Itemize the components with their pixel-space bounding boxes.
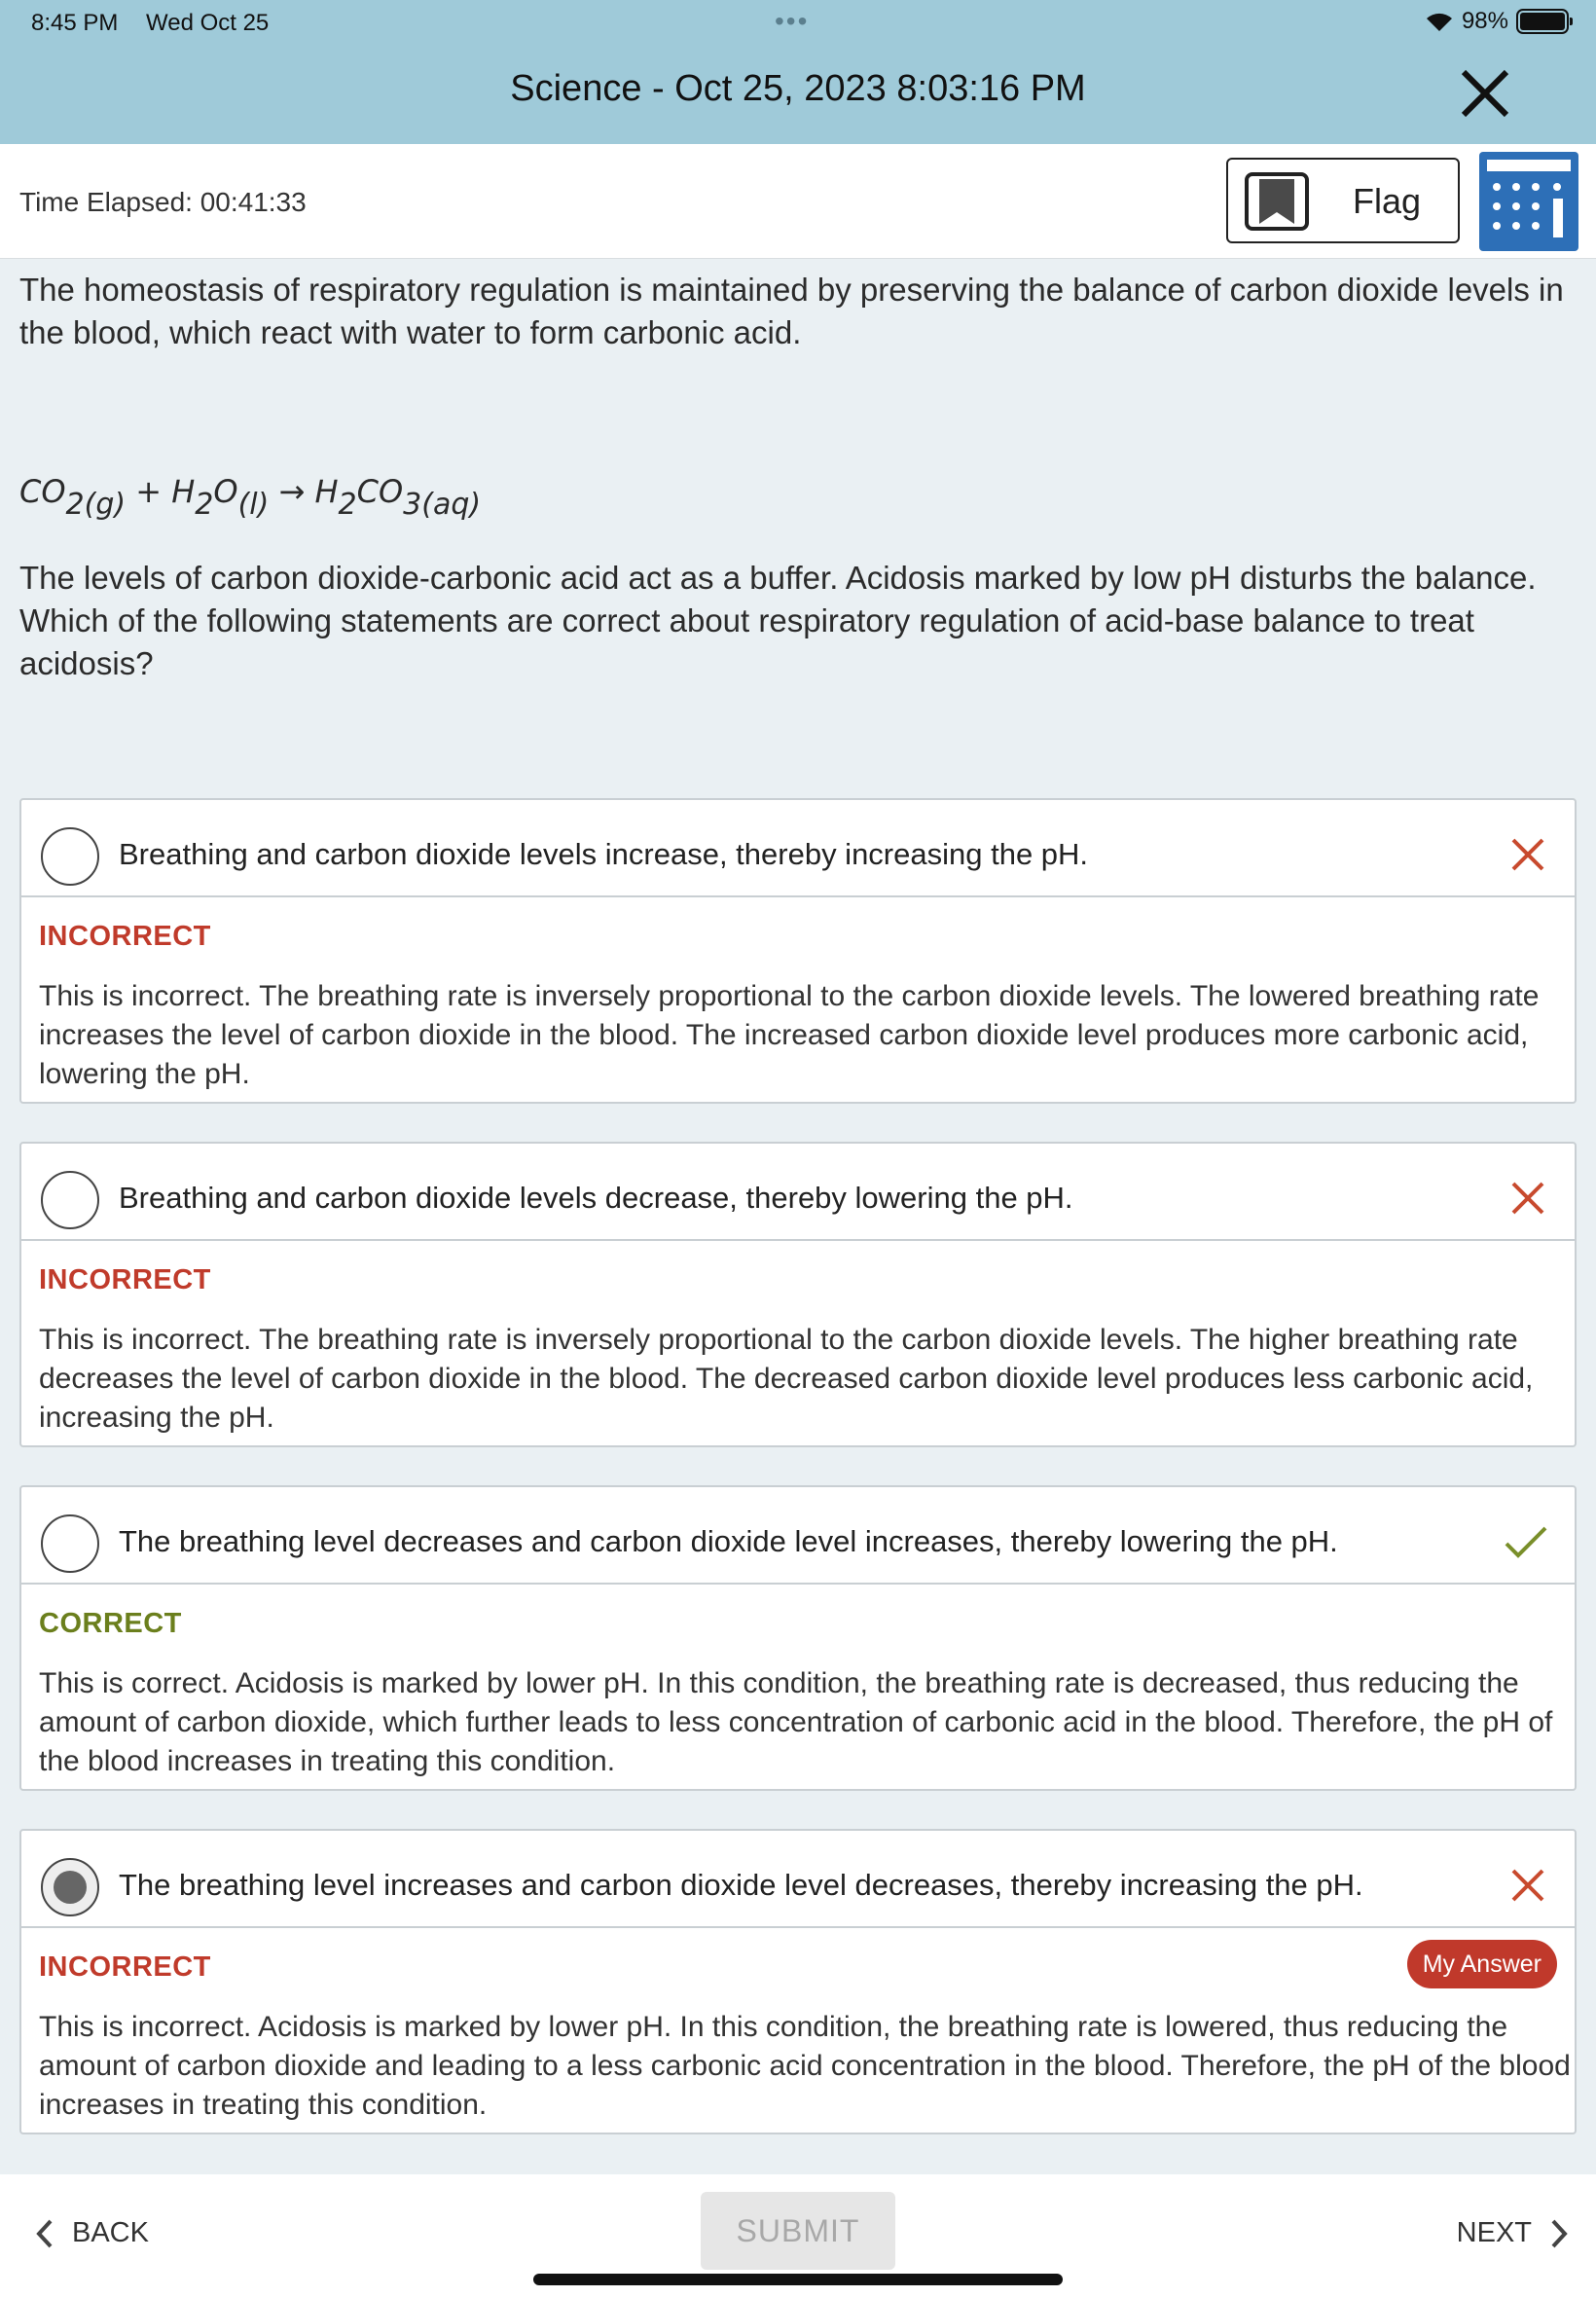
chevron-left-icon: [35, 2218, 54, 2249]
answer-radio[interactable]: [41, 827, 99, 886]
incorrect-icon: [1508, 1866, 1547, 1905]
answer-radio-selected[interactable]: [41, 1858, 99, 1916]
home-indicator[interactable]: [533, 2274, 1063, 2285]
answer-card-2: [19, 1142, 1577, 1447]
incorrect-icon: [1508, 1179, 1547, 1218]
question-prompt: The levels of carbon dioxide-carbonic acid act as a buffer. Acidosis marked by low pH disturbs the balance. Which of the following statements are correct about respiratory regulation of acid-base balance to treat acidosis?: [19, 560, 1537, 681]
chemical-equation: [19, 473, 481, 522]
feedback-status: INCORRECT: [39, 1951, 211, 1983]
eq-plus: +: [126, 473, 172, 510]
incorrect-icon: [1508, 835, 1547, 874]
wifi-icon: [1425, 10, 1454, 33]
answer-radio[interactable]: [41, 1514, 99, 1573]
eq-h2: H: [314, 473, 339, 510]
eq-arrow: →: [269, 473, 315, 510]
feedback-status: INCORRECT: [39, 921, 211, 952]
multitask-dots[interactable]: •••: [775, 6, 810, 36]
answer-text: Breathing and carbon dioxide levels increase, thereby increasing the pH.: [119, 837, 1089, 871]
answer-text: Breathing and carbon dioxide levels decrease, thereby lowering the pH.: [119, 1181, 1073, 1215]
eq-co3-sub: 3(aq): [403, 488, 482, 522]
answer-radio[interactable]: [41, 1171, 99, 1229]
feedback-text: This is incorrect. Acidosis is marked by lower pH. In this condition, the breathing rate is lowered, thus reducing the amount of carbon dioxide and leading to a less carbonic acid concentration in the blood. Therefore, the pH of the blood increases in treating this condition.: [39, 2011, 1571, 2121]
feedback-status: CORRECT: [39, 1608, 182, 1639]
status-date: Wed Oct 25: [146, 10, 270, 36]
feedback-text: This is incorrect. The breathing rate is inversely proportional to the carbon dioxide levels. The lowered breathing rate increases the level of carbon dioxide in the blood. The increased carbon dioxide level produces more carbonic acid, lowering the pH.: [39, 980, 1540, 1090]
answer-card-1: [19, 798, 1577, 1104]
exam-header: [0, 144, 1596, 259]
my-answer-badge: My Answer: [1407, 1940, 1557, 1988]
answer-card-4: [19, 1829, 1577, 2134]
eq-o: O: [213, 473, 238, 510]
answer-option-row[interactable]: [21, 1487, 1575, 1585]
submit-button[interactable]: SUBMIT: [701, 2192, 895, 2270]
bottom-nav: [0, 2174, 1596, 2297]
next-button[interactable]: [1457, 2217, 1569, 2249]
feedback-status: INCORRECT: [39, 1264, 211, 1295]
eq-o-sub: (l): [237, 488, 270, 522]
feedback-text: This is incorrect. The breathing rate is inversely proportional to the carbon dioxide levels. The higher breathing rate decreases the level of carbon dioxide in the blood. The decreased carbon dioxide level produces less carbonic acid, increasing the pH.: [39, 1324, 1534, 1434]
eq-h2-sub: 2: [338, 488, 357, 522]
question-intro: The homeostasis of respiratory regulation is maintained by preserving the balance of carbon dioxide levels in the blood, which react with water to form carbonic acid.: [19, 272, 1564, 350]
check-icon: [1503, 1522, 1549, 1561]
next-label: NEXT: [1456, 2217, 1532, 2248]
eq-h-sub: 2: [195, 488, 214, 522]
battery-percent: 98%: [1461, 8, 1508, 34]
page-title: Science - Oct 25, 2023 8:03:16 PM: [510, 68, 1086, 109]
calculator-icon[interactable]: [1479, 152, 1578, 251]
eq-co3: CO: [356, 473, 404, 510]
answer-option-row[interactable]: [21, 800, 1575, 897]
bookmark-icon: [1244, 171, 1310, 232]
status-time: 8:45 PM: [31, 10, 119, 36]
eq-co2-sub: 2(g): [65, 488, 127, 522]
answer-card-3: [19, 1485, 1577, 1791]
feedback-text: This is correct. Acidosis is marked by lower pH. In this condition, the breathing rate is decreased, thus reducing the amount of carbon dioxide, which further leads to less concentration of carbonic acid in the blood. Therefore, the pH of the blood increases in treating this condition.: [39, 1667, 1553, 1777]
answer-text: The breathing level increases and carbon dioxide level decreases, thereby increasing the pH.: [119, 1868, 1363, 1902]
back-label: BACK: [72, 2217, 149, 2248]
eq-co2: CO: [19, 473, 66, 510]
answer-option-row[interactable]: [21, 1144, 1575, 1241]
time-elapsed: Time Elapsed: 00:41:33: [19, 187, 307, 217]
answer-option-row[interactable]: [21, 1831, 1575, 1928]
status-right: [1425, 8, 1569, 35]
flag-button[interactable]: [1226, 158, 1460, 243]
flag-label: Flag: [1353, 181, 1422, 221]
battery-icon: [1516, 9, 1569, 34]
eq-h: H: [171, 473, 196, 510]
back-button[interactable]: [35, 2217, 149, 2249]
close-icon[interactable]: [1456, 64, 1514, 123]
chevron-right-icon: [1549, 2218, 1569, 2249]
answer-text: The breathing level decreases and carbon dioxide level increases, thereby lowering the pH.: [119, 1524, 1338, 1558]
top-bar: [0, 0, 1596, 144]
